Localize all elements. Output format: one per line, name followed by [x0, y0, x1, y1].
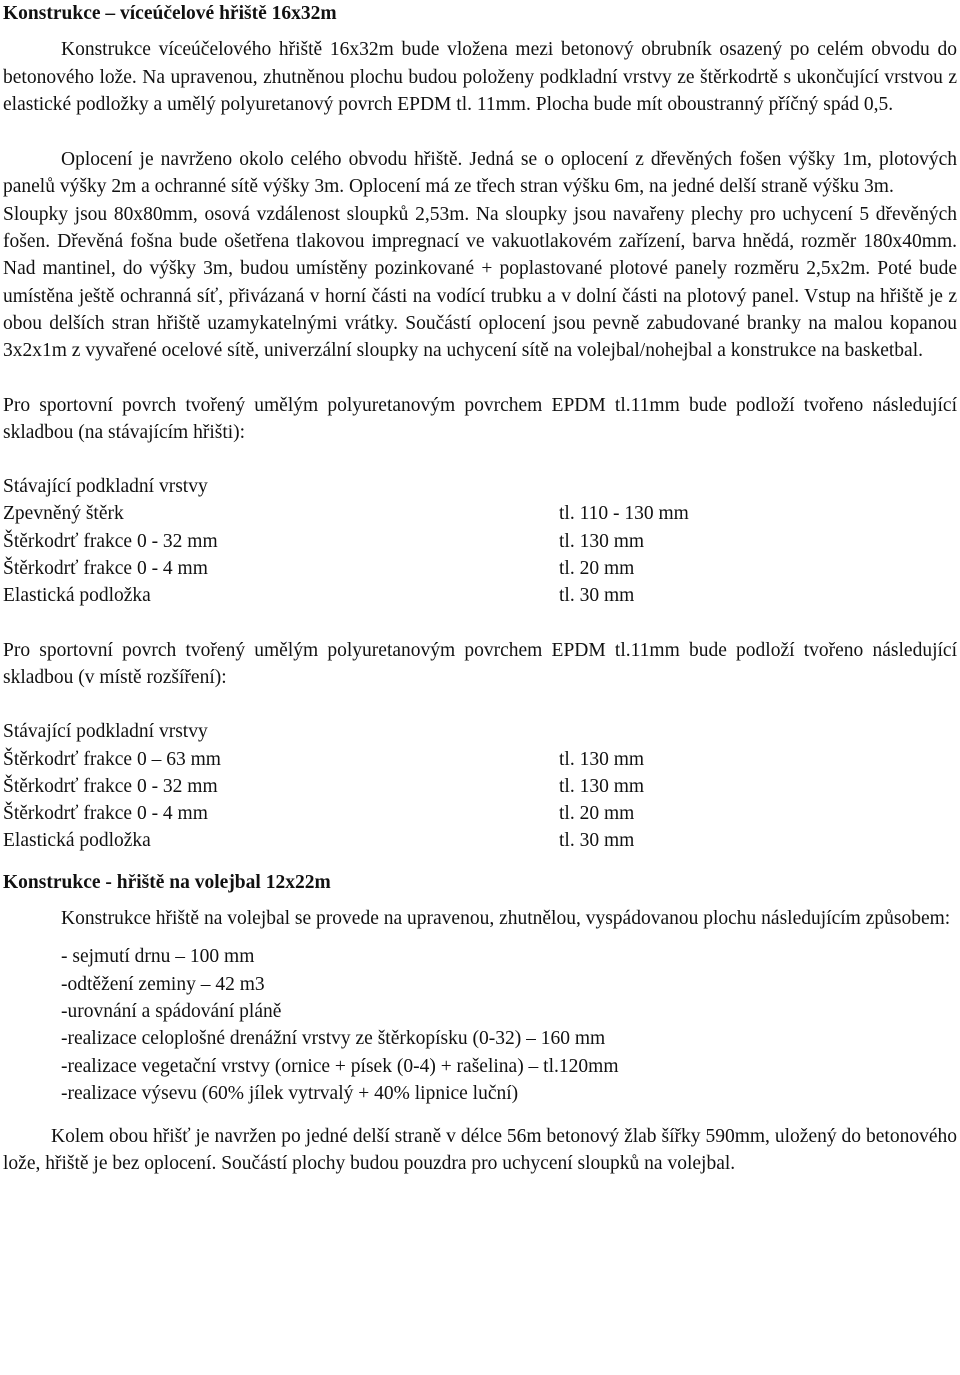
- layer-name: Štěrkodrť frakce 0 – 63 mm: [3, 748, 221, 770]
- layer-thickness: tl. 130 mm: [559, 748, 645, 770]
- layer-table-existing: [3, 473, 957, 609]
- layer-table-header: Stávající podkladní vrstvy: [3, 721, 208, 743]
- layer-thickness: tl. 20 mm: [559, 558, 635, 580]
- layer-name: Štěrkodrť frakce 0 - 32 mm: [3, 530, 218, 552]
- layer-name: Elastická podložka: [3, 830, 151, 852]
- section-heading-multipurpose: Konstrukce – víceúčelové hřiště 16x32m: [3, 3, 337, 24]
- paragraph-volleyball-construction: Konstrukce hřiště na volejbal se provede na upravenou, zhutnělou, vyspádovanou plochu následujícím způsobem:: [61, 908, 951, 930]
- layer-row: [3, 582, 723, 609]
- list-item: -realizace výsevu (60% jílek vytrvalý + 40% lipnice luční): [61, 1082, 519, 1104]
- layer-row: [3, 773, 723, 800]
- paragraph-surface-existing: Pro sportovní povrch tvořený umělým polyuretanovým povrchem EPDM tl.11mm bude podloží tvořeno následující skladbou (na stávajícím hřišti):: [3, 394, 957, 443]
- layer-table-body: [3, 746, 723, 855]
- paragraph-construction: Konstrukce víceúčelového hřiště 16x32m bude vložena mezi betonový obrubník osazený po celém obvodu do betonového lože. Na upravenou, zhutněnou plochu budou položeny podkladní vrstvy ze štěrkodrtě s ukončující vrstvou z elastické podložky a umělý polyuretanový povrch EPDM tl. 11mm. Plocha bude mít oboustranný příčný spád 0,5.: [3, 39, 957, 115]
- paragraph-posts: Sloupky jsou 80x80mm, osová vzdálenost sloupků 2,53m. Na sloupky jsou navařeny plechy pro uchycení 5 dřevěných fošen. Dřevěná fošna bude ošetřena tlakovou impregnací ve vakuotlakovém zařízení, barva hnědá, rozměr 180x40mm. Nad mantinel, do výšky 3m, budou umístěny pozinkované + poplastované plotové panely rozměru 2,5x2m. Poté bude umístěna ještě ochranná síť, přivázaná v horní části na vodící trubku a v dolní části na plotový panel. Vstup na hřiště je z obou delších stran hřiště uzamykatelnými vrátky. Součástí oplocení jsou pevně zabudované branky na malou kopanou 3x2x1m z vyvařené ocelové sítě, univerzální sloupky na uchycení sítě na volejbal/nohejbal a konstrukce na basketbal.: [3, 203, 957, 362]
- layer-name: Štěrkodrť frakce 0 - 4 mm: [3, 558, 208, 580]
- section-heading-volleyball: Konstrukce - hřiště na volejbal 12x22m: [3, 871, 331, 893]
- list-item: -realizace vegetační vrstvy (ornice + písek (0-4) + rašelina) – tl.120mm: [61, 1055, 619, 1077]
- layer-thickness: tl. 30 mm: [559, 585, 635, 607]
- paragraph-surface-extension: Pro sportovní povrch tvořený umělým polyuretanovým povrchem EPDM tl.11mm bude podloží tvořeno následující skladbou (v místě rozšíření):: [3, 639, 957, 688]
- layer-thickness: tl. 130 mm: [559, 775, 645, 797]
- layer-row: [3, 800, 723, 827]
- layer-row: [3, 500, 723, 527]
- layer-table-extension: [3, 718, 957, 854]
- layer-thickness: tl. 110 - 130 mm: [559, 503, 689, 525]
- list-item: -odtěžení zeminy – 42 m3: [61, 973, 265, 995]
- layer-thickness: tl. 130 mm: [559, 530, 645, 552]
- layer-thickness: tl. 20 mm: [559, 803, 635, 825]
- layer-name: Zpevněný štěrk: [3, 503, 124, 525]
- layer-table-body: [3, 500, 723, 609]
- layer-row: [3, 555, 723, 582]
- layer-table-header: Stávající podkladní vrstvy: [3, 476, 208, 498]
- layer-row: [3, 528, 723, 555]
- paragraph-drainage: Kolem obou hřišť je navržen po jedné delší straně v délce 56m betonový žlab šířky 590mm, uložený do betonového lože, hřiště je bez oplocení. Součástí plochy budou pouzdra pro uchycení sloupků na volejbal.: [3, 1126, 957, 1175]
- list-item: - sejmutí drnu – 100 mm: [61, 946, 255, 968]
- list-item: -urovnání a spádování pláně: [61, 1000, 282, 1022]
- construction-steps-list: [3, 943, 957, 1107]
- layer-thickness: tl. 30 mm: [559, 830, 635, 852]
- layer-row: [3, 827, 723, 854]
- paragraph-fencing: Oplocení je navrženo okolo celého obvodu hřiště. Jedná se o oplocení z dřevěných fošen výšky 1m, plotových panelů výšky 2m a ochranné sítě výšky 3m. Oplocení má ze třech stran výšku 6m, na jedné delší straně výšku 3m.: [3, 149, 957, 198]
- layer-name: Štěrkodrť frakce 0 - 4 mm: [3, 803, 208, 825]
- document-page: [3, 0, 957, 1178]
- list-item: -realizace celoplošné drenážní vrstvy ze štěrkopísku (0-32) – 160 mm: [61, 1028, 606, 1050]
- layer-name: Elastická podložka: [3, 585, 151, 607]
- layer-name: Štěrkodrť frakce 0 - 32 mm: [3, 775, 218, 797]
- layer-row: [3, 746, 723, 773]
